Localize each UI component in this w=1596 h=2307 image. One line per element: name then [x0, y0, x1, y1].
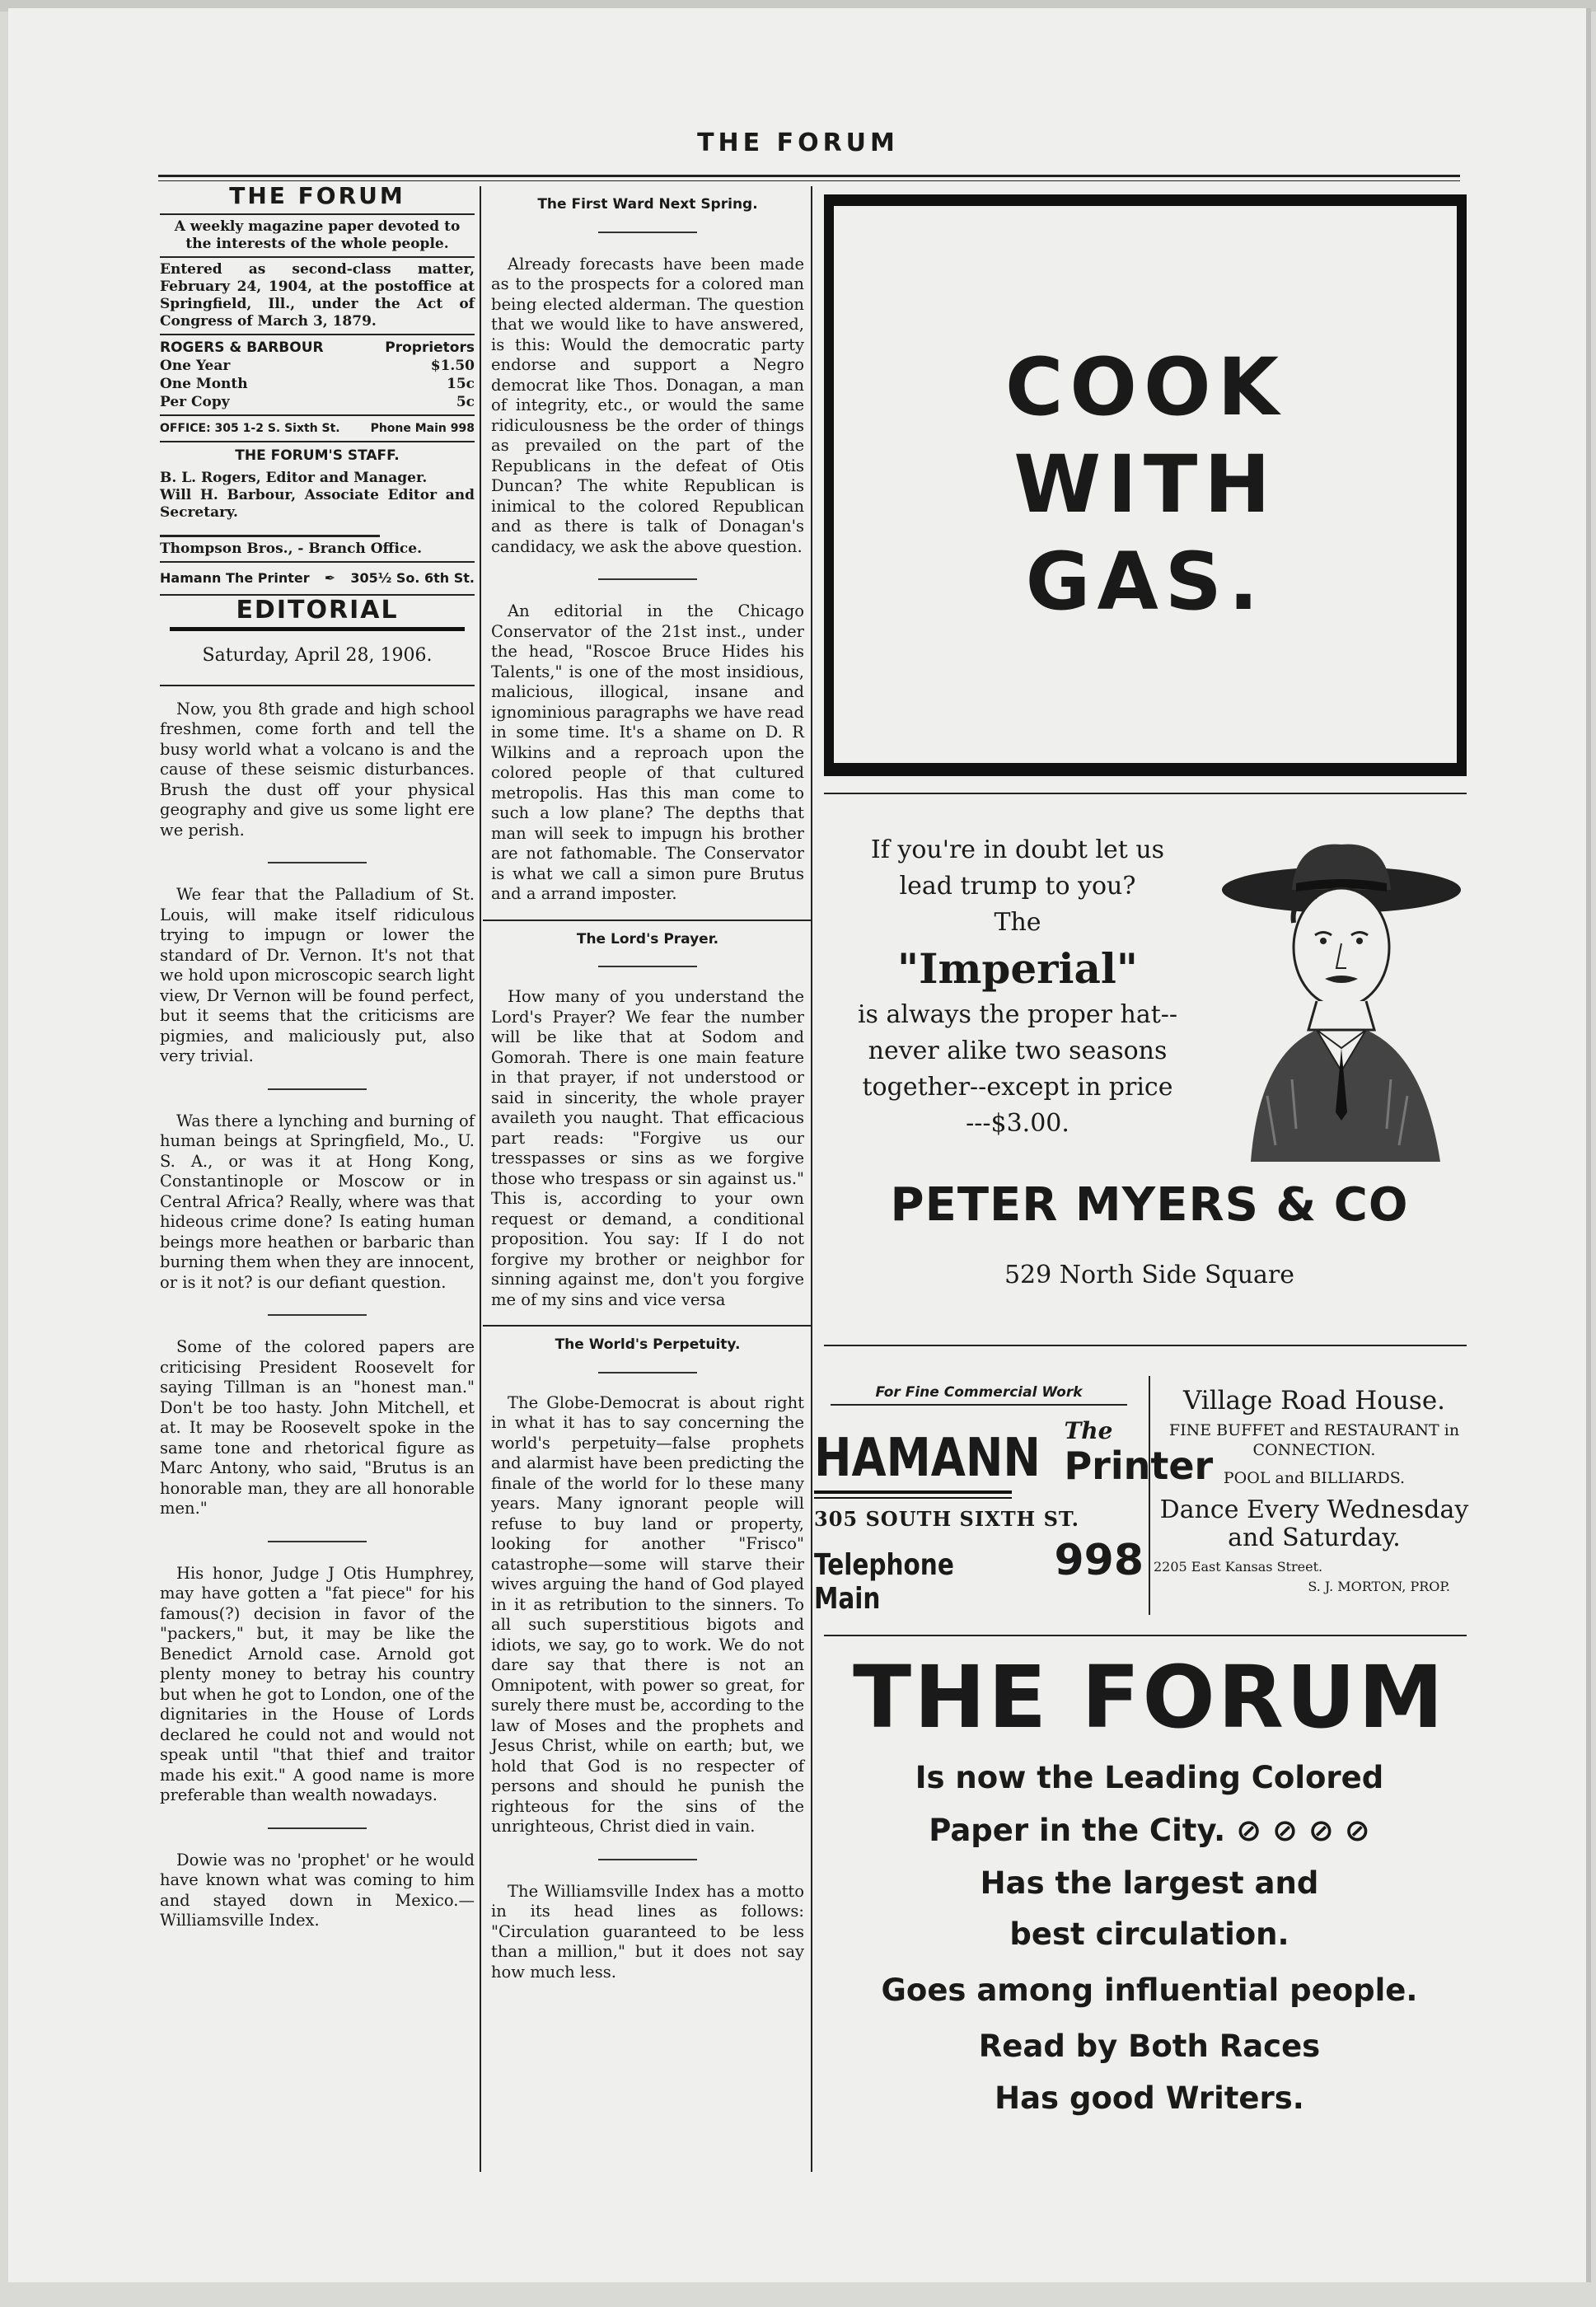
proprietors-name: ROGERS & BARBOUR: [160, 339, 324, 356]
article-paragraph: An editorial in the Chicago Conservator of the 21st inst., under the head, "Roscoe Bruce Hides his Talents," is one of the most insidious, malicious, illogical, insane and ignominious paragraphs we have read in some time. It's a shame on D. R Wilkins and a reproach upon the colored people of that cultured metropolis. Has this man come to such a low plane? The depths that man will seek to impugn his brother are not fathomable. The Conservator is what we call a simon pure Brutus and a arrand imposter.: [491, 601, 804, 903]
article-heading: The World's Perpetuity.: [555, 1336, 741, 1353]
forum-promo-line: Read by Both Races: [978, 2029, 1321, 2064]
forum-promo-ad: [824, 1648, 1475, 2126]
man-in-hat-illustration: [1218, 832, 1465, 1162]
cook-line: WITH: [1013, 438, 1277, 531]
tagline: A weekly magazine paper devoted to the interests of the whole people.: [174, 218, 461, 252]
ad-divider: [824, 1345, 1467, 1346]
village-title: Village Road House.: [1182, 1386, 1446, 1416]
pen-icon: ✒: [324, 569, 336, 586]
staff-line: Will H. Barbour, Associate Editor and Secretary.: [160, 486, 475, 521]
village-dance: Dance Every Wednesday and Saturday.: [1159, 1495, 1469, 1552]
column-divider-1: [480, 186, 481, 2172]
article-paragraph: The Globe-Democrat is about right in what it has to say concerning the world's perpetuity—false prophets and alarmist have been predicting the finale of the world for lo these many years. Many ignorant people will refuse to buy land or property, looking for another "Frisco" catastrophe—some will starve their wives arguing the hand of God played in it as retribution to the sinners. To all such superstitious bigots and idiots, we say, go to work. We do not dare say that there is not an Omnipotent, with power so great, for surely there must be, according to the law of Moses and the prophets and Jesus Christ, while on earth; but, we hold that God is no respecter of persons and should he punish the righteous for the sins of the unrighteous, Christ died in vain.: [491, 1392, 804, 1836]
village-line: POOL and BILLIARDS.: [1223, 1469, 1406, 1487]
forum-promo-title: THE FORUM: [853, 1647, 1446, 1748]
staff-line: B. L. Rogers, Editor and Manager.: [160, 469, 428, 486]
staff-line: Thompson Bros., - Branch Office.: [160, 540, 423, 557]
hamann-printer-ad: [814, 1384, 1214, 1616]
rate-row: One Month 15c: [160, 375, 475, 392]
left-column: [160, 182, 475, 1946]
peter-myers-address: 529 North Side Square: [1004, 1261, 1295, 1289]
ad-divider: [824, 793, 1467, 794]
article-paragraph: The Williamsville Index has a motto in its head lines as follows: "Circulation guaranteed to be less than a million," but it does not say how much less.: [491, 1881, 804, 1982]
proprietors-label: Proprietors: [385, 339, 475, 356]
village-road-house-ad: [1154, 1384, 1475, 1597]
hamann-phone-number: 998: [1054, 1536, 1144, 1585]
rate-row: One Year $1.50: [160, 357, 475, 374]
masthead-rule-thin: [158, 180, 1460, 181]
editorial-paragraph: Was there a lynching and burning of human beings at Springfield, Mo., U. S. A., or was it at Hong Kong, Constantinople or Moscow or in Central Africa? Really, where was that hideous crime done? Is eating human beings more heathen or barbaric than burning them when they are innocent, or is it not? is our defiant question.: [160, 1111, 475, 1292]
forum-promo-line: Goes among influential people.: [881, 1972, 1418, 2008]
hat-ad-line: The: [994, 908, 1041, 937]
article-heading: The First Ward Next Spring.: [537, 196, 758, 213]
hat-ad-line: together--except in price: [862, 1073, 1173, 1102]
cook-line: COOK: [1004, 341, 1286, 433]
hat-ad-line: never alike two seasons: [868, 1037, 1168, 1065]
forum-promo-line: Paper in the City. ⊘ ⊘ ⊘ ⊘: [929, 1813, 1370, 1848]
hamann-address: 305 SOUTH SIXTH ST.: [814, 1507, 1080, 1531]
peter-myers-name: PETER MYERS & CO: [890, 1178, 1409, 1232]
village-line: FINE BUFFET and RESTAURANT in CONNECTION.: [1168, 1421, 1460, 1459]
ad-divider-vertical: [1149, 1376, 1150, 1615]
forum-promo-line: Has good Writers.: [995, 2080, 1304, 2116]
proprietors-row: [160, 339, 475, 357]
middle-column: [491, 186, 804, 1997]
imperial-brand: "Imperial": [897, 944, 1138, 993]
editorial-heading: EDITORIAL: [236, 595, 399, 625]
issue-date: Saturday, April 28, 1906.: [202, 645, 433, 666]
imperial-hat-ad: [824, 832, 1211, 1142]
rate-row: Per Copy 5c: [160, 393, 475, 410]
cook-line: GAS.: [1025, 536, 1266, 628]
forum-promo-line: best circulation.: [1009, 1916, 1289, 1952]
editorial-paragraph: His honor, Judge J Otis Humphrey, may have gotten a "fat piece" for his famous(?) decision in favor of the "packers," but, it may be like the Benedict Arnold case. Arnold got plenty money to betray his country but when he got to London, one of the dignitaries in the House of Lords declared he could not and would not speak until "that thief and traitor made his exit." A good name is more preferable than wealth nowadays.: [160, 1563, 475, 1804]
forum-promo-line: Is now the Leading Colored: [915, 1760, 1384, 1795]
page-masthead: THE FORUM: [697, 129, 899, 157]
ornament-icon: ⊘ ⊘ ⊘ ⊘: [1236, 1813, 1370, 1848]
article-paragraph: Already forecasts have been made as to the prospects for a colored man being elected alderman. The question that we would like to have answered, is this: Would the democratic party endorse and support a Negro democrat like Thos. Donagan, a man of integrity, etc., or would the same ridiculousness be the order of things as prevailed on the part of the Republicans in the defeat of Otis Duncan? The white Republican is inimical to the colored Republican and as there is talk of Donagan's candidacy, we ask the above question.: [491, 254, 804, 556]
village-address: 2205 East Kansas Street.: [1154, 1559, 1323, 1575]
village-proprietor: S. J. MORTON, PROP.: [1308, 1579, 1450, 1594]
editorial-paragraph: Dowie was no 'prophet' or he would have known what was coming to him and stayed down in Mexico.—Williamsville Index.: [160, 1850, 475, 1930]
forum-promo-line: Has the largest and: [980, 1865, 1319, 1901]
masthead-rule: [158, 175, 1460, 177]
hamann-the: The: [1064, 1417, 1113, 1444]
article-heading: The Lord's Prayer.: [576, 930, 719, 948]
office-row: OFFICE: 305 1-2 S. Sixth St. Phone Main 998: [160, 421, 475, 435]
hat-ad-line: ---$3.00.: [966, 1109, 1069, 1138]
hat-ad-line: lead trump to you?: [899, 872, 1136, 901]
hamann-name: HAMANN: [814, 1428, 1041, 1489]
hamann-telephone: Telephone Main: [814, 1548, 954, 1616]
editorial-paragraph: Now, you 8th grade and high school freshmen, come forth and tell the busy world what a volcano is and the cause of these seismic disturbances. Brush the dust off your physical geography and give us some light ere we perish.: [160, 699, 475, 840]
printer-row: Hamann The Printer ✒ 305½ So. 6th St.: [160, 569, 475, 586]
hamann-tagline: For Fine Commercial Work: [831, 1384, 1127, 1406]
hamann-printer-word: Printer: [1064, 1444, 1214, 1488]
editorial-paragraph: We fear that the Palladium of St. Louis, will make itself ridiculous trying to impugn or lower the standard of Dr. Vernon. It's not that we hold upon microscopic search light view, Dr Vernon will be found perfect, but it seems that the criticisms are pigmies, and maliciously put, also very trivial.: [160, 885, 475, 1065]
hat-ad-line: is always the proper hat--: [857, 1000, 1178, 1029]
editorial-paragraph: Some of the colored papers are criticising President Roosevelt for saying Tillman is an "honest man." Don't be too hasty. John Mitchell, et at. It may be Roosevelt spoke in the same tone and rhetorical figure as Marc Antony, who said, "Brutus is an honorable man, they are all honorable men.": [160, 1337, 475, 1518]
hat-ad-line: If you're in doubt let us: [870, 835, 1165, 864]
staff-heading: THE FORUM'S STAFF.: [235, 447, 400, 464]
column-divider-2: [811, 186, 812, 2172]
entered-notice: Entered as second-class matter, February 24, 1904, at the postoffice at Springfield, Ill., under the Act of Congress of March 3, 1879.: [160, 260, 475, 330]
forum-nameplate: THE FORUM: [229, 182, 405, 209]
cook-with-gas-ad: [824, 194, 1467, 776]
article-paragraph: How many of you understand the Lord's Prayer? We fear the number will be like that at Sodom and Gomorah. There is one main feature in that prayer, if not understood or said in sincerity, the whole prayer availeth you naught. That efficacious part reads: "Forgive us our tresspasses or sins as we forgive those who trespass or sin against us." This is, according to your own request or demand, a conditional proposition. You say: If I do not forgive my brother or neighbor for sinning against me, don't you forgive me of my sins and vice versa: [491, 987, 804, 1309]
ad-divider: [824, 1635, 1467, 1636]
